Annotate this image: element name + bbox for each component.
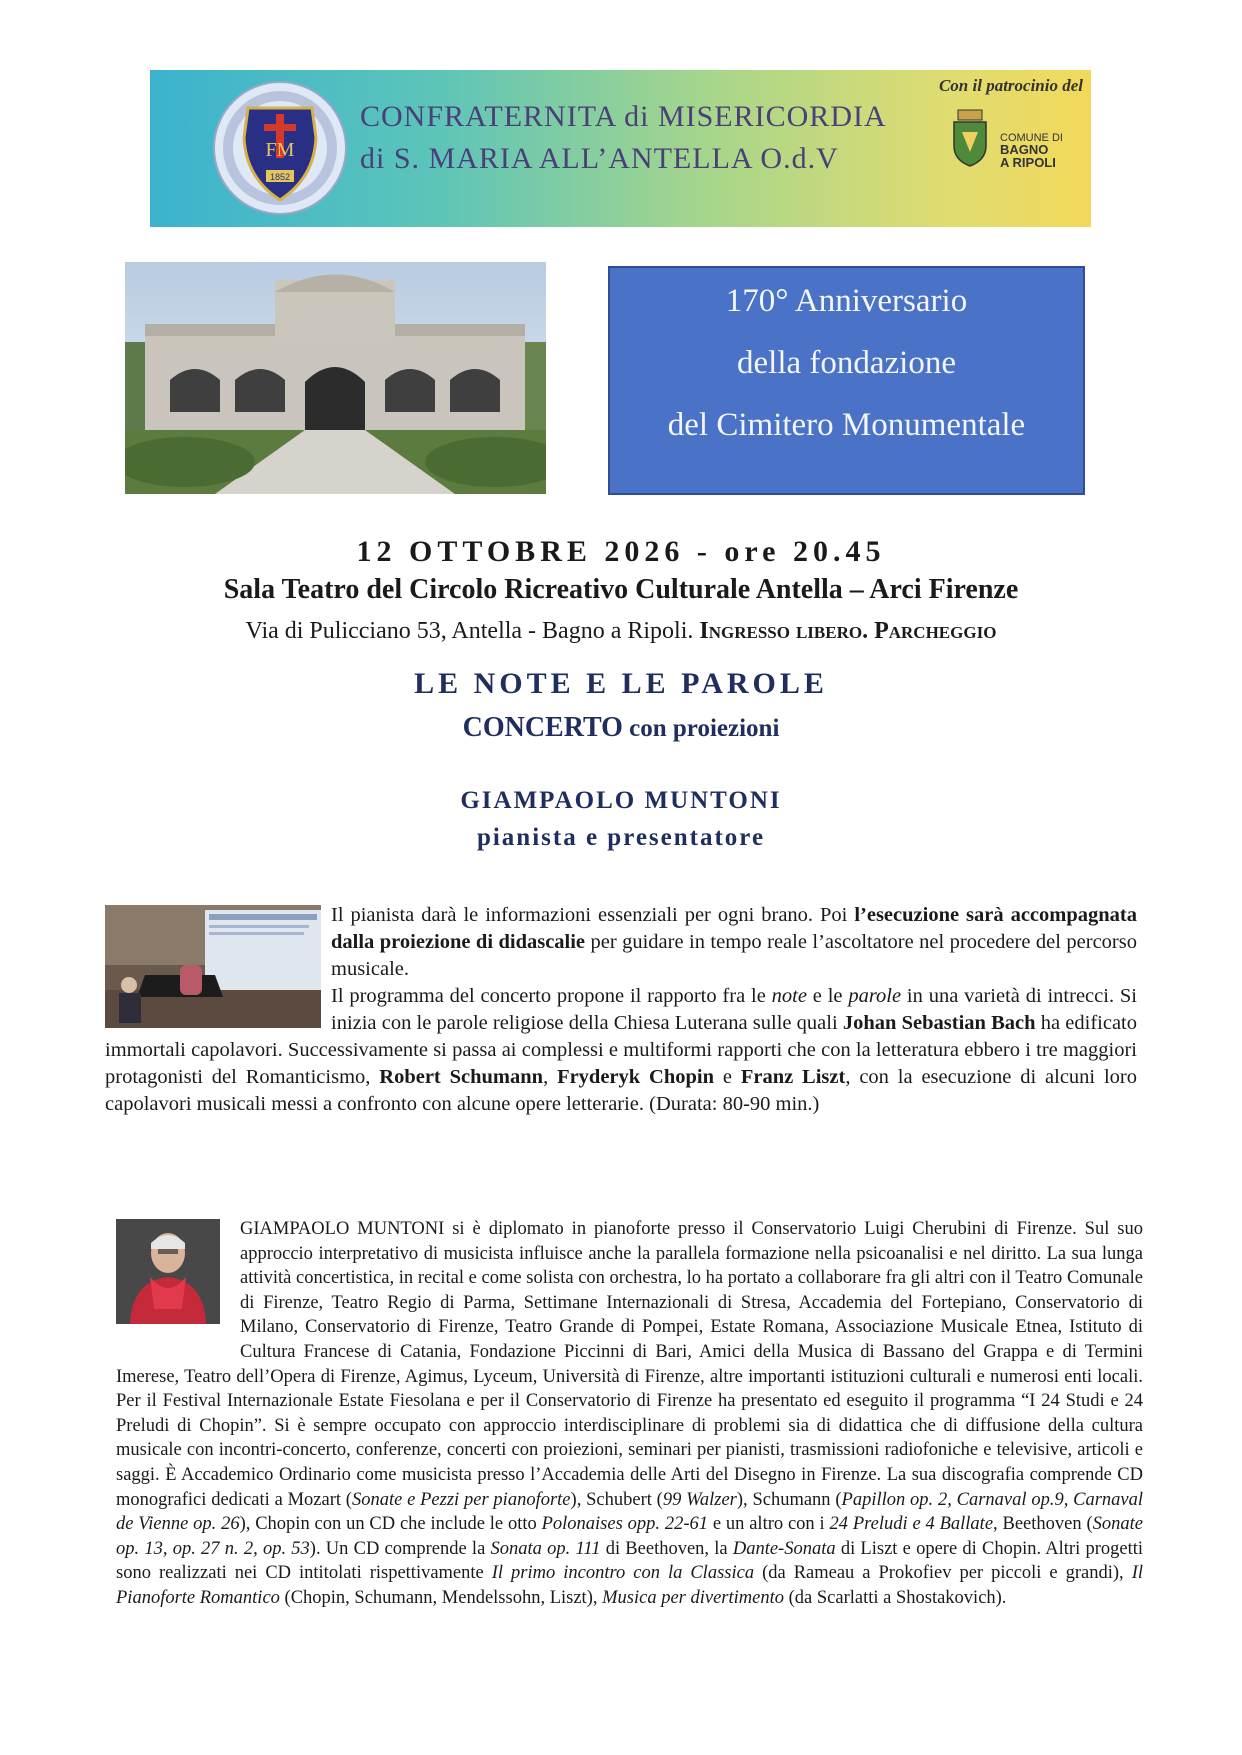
seal-year: 1852 [269, 172, 291, 182]
header-banner [150, 70, 1091, 227]
biography-text [116, 1217, 1143, 1611]
programme-paragraph-2: Il programma del concerto propone il rapporto fra le note e le parole in una varietà di intrecci. Si inizia con le parole religiose della Chiesa Luterana sulle quali Johan Sebastian Bach ha edificato immortali capolavori. Successivamente si passa ai complessi e multiformi rapporti che con la letteratura ebbero i tre maggiori protagonisti del Romanticismo, Robert Schumann, Fryderyk Chopin e Franz Liszt, con la esecuzione di alcuni loro capolavori musicali messi a confronto con alcune opere letterarie. (Durata: 80-90 min.) [105, 985, 1138, 1115]
anniversary-line3: del Cimitero Monumentale [667, 407, 1026, 443]
patronage-label: Con il patrocinio del [938, 76, 1083, 95]
performer-role: pianista e presentatore [476, 824, 766, 851]
anniversary-line2: della fondazione [737, 345, 956, 381]
banner-title-line1: CONFRATERNITA di MISERICORDIA [360, 100, 887, 133]
confraternita-seal-icon [210, 78, 350, 218]
event-address: Via di Pulicciano 53, Antella - Bagno a Ripoli. [245, 618, 694, 644]
comune-logo-text: COMUNE DI BAGNO A RIPOLI [1000, 132, 1063, 170]
biography-paragraph: GIAMPAOLO MUNTONI si è diplomato in pianoforte presso il Conservatorio Luigi Cherubini di Firenze. Sul suo approccio interpretativo di musicista influisce anche la parallela formazione nella psicoanalisi e nel diritto. La sua lunga attività concertistica, in recital e come solista con orchestra, lo ha portato a collaborare fra gli altri con il Teatro Comunale di Firenze, Teatro Regio di Parma, Settimane Internazionali di Stresa, Accademia del Fortepiano, Conservatorio di Milano, Conservatorio di Firenze, Teatro Grande di Pompei, Estate Romana, Associazione Musicale Etnea, Istituto di Cultura Francese di Catania, Fondazione Piccinni di Bari, Amici della Musica di Bassano del Grappa e di Termini Imerese, Teatro dell’Opera di Firenze, Agimus, Lyceum, Università di Firenze, altre importanti istituzioni culturali e numerosi enti locali. Per il Festival Internazionale Estate Fiesolana e per il Conservatorio di Firenze ha presentato ed eseguito il programma “I 24 Studi e 24 Preludi di Chopin”. Si è sempre occupato con approccio interdisciplinare di problemi sia di didattica che di diffusione della cultura musicale con incontri-concerto, conferenze, concerti con proiezioni, seminari per pianisti, trasmissioni radiofoniche e televisive, articoli e saggi. È Accademico Ordinario come musicista presso l’Accademia delle Arti del Disegno in Firenze. La sua discografia comprende CD monografici dedicati a Mozart (Sonate e Pezzi per pianoforte), Schubert (99 Walzer), Schumann (Papillon op. 2, Carnaval op.9, Carnaval de Vienne op. 26), Chopin con un CD che include le otto Polonaises opp. 22-61 e un altro con i 24 Preludi e 4 Ballate, Beethoven (Sonate op. 13, op. 27 n. 2, op. 53). Un CD comprende la Sonata op. 111 di Beethoven, la Dante-Sonata di Liszt e opere di Chopin. Altri progetti sono realizzati nei CD intitolati rispettivamente Il primo incontro con la Classica (da Rameau a Prokofiev per piccoli e grandi), Il Pianoforte Romantico (Chopin, Schumann, Mendelssohn, Liszt), Musica per divertimento (da Scarlatti a Shostakovich). [116, 1219, 1144, 1608]
svg-text:FM: FM [265, 139, 295, 161]
event-title: LE NOTE E LE PAROLE [414, 667, 828, 700]
event-subtitle: CONCERTO con proiezioni [462, 712, 780, 743]
programme-paragraph-1: Il pianista darà le informazioni essenziali per ogni brano. Poi l’esecuzione sarà accompagnata dalla proiezione di didascalie per guidare in tempo reale l’ascoltatore nel procedere del percorso musicale. [331, 904, 1137, 980]
event-date: 12 OTTOBRE 2026 - ore 20.45 [356, 535, 886, 568]
anniversary-line1: 170° Anniversario [725, 283, 968, 319]
event-venue: Sala Teatro del Circolo Ricreativo Culturale Antella – Arci Firenze [223, 574, 1019, 605]
anniversary-box [608, 266, 1085, 495]
event-address-line [0, 618, 1242, 645]
banner-title-line2: di S. MARIA ALL’ANTELLA O.d.V [360, 142, 839, 175]
performer-name: GIAMPAOLO MUNTONI [460, 787, 782, 814]
programme-text [105, 902, 1137, 1118]
event-notice: Ingresso libero. Parcheggio [699, 618, 997, 644]
cemetery-photo [125, 262, 546, 494]
comune-crest-icon [950, 108, 990, 168]
